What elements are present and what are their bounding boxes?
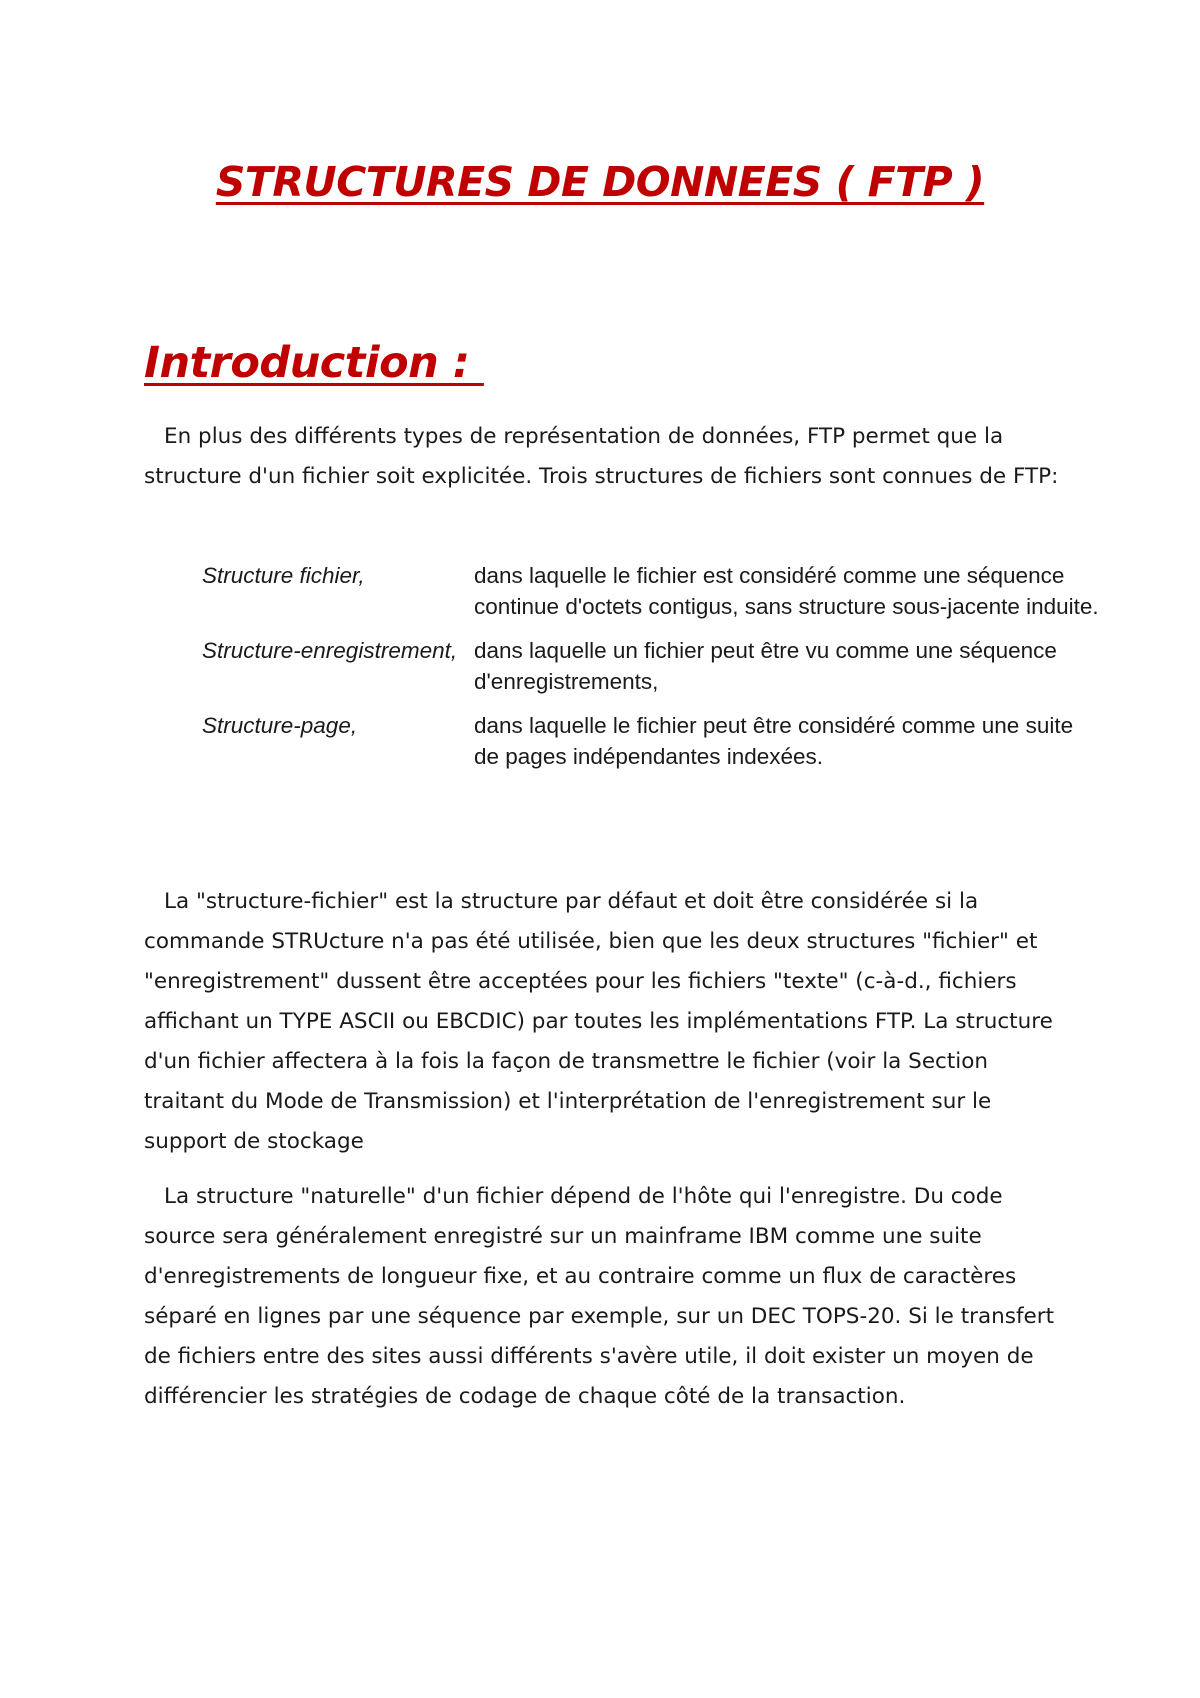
definition-description: dans laquelle un fichier peut être vu comme une séquence d'enregistrements, — [474, 638, 1057, 694]
document-title: STRUCTURES DE DONNEES ( FTP ) — [215, 158, 985, 206]
definition-description: dans laquelle le fichier peut être considéré comme une suite de pages indépendantes indexées. — [474, 713, 1074, 769]
definition-row — [202, 635, 1102, 697]
section-heading-introduction: Introduction : — [144, 338, 484, 388]
definition-description: dans laquelle le fichier est considéré comme une séquence continue d'octets contigus, sans structure sous-jacente induite. — [474, 563, 1099, 619]
intro-paragraph: En plus des différents types de représentation de données, FTP permet que la structure d'un fichier soit explicitée. Trois structures de fichiers sont connues de FTP: — [144, 424, 1059, 489]
body-paragraph-structure-fichier: La "structure-fichier" est la structure par défaut et doit être considérée si la commande STRUcture n'a pas été utilisée, bien que les deux structures "fichier" et "enregistrement" dussent être acceptées pour les fichiers "texte" (c-à-d., fichiers affichant un TYPE ASCII ou EBCDIC) par toutes les implémentations FTP. La structure d'un fichier affectera à la fois la façon de transmettre le fichier (voir la Section traitant du Mode de Transmission) et l'interprétation de l'enregistrement sur le support de stockage — [144, 889, 1053, 1154]
definition-term: Structure-enregistrement, — [202, 638, 458, 663]
definition-row — [202, 710, 1102, 772]
structure-definitions-table — [202, 560, 1102, 785]
body-paragraph-structure-naturelle: La structure "naturelle" d'un fichier dépend de l'hôte qui l'enregistre. Du code source sera généralement enregistré sur un mainframe IBM comme une suite d'enregistrements de longueur fixe, et au contraire comme un flux de caractères séparé en lignes par une séquence par exemple, sur un DEC TOPS-20. Si le transfert de fichiers entre des sites aussi différents s'avère utile, il doit exister un moyen de différencier les stratégies de codage de chaque côté de la transaction. — [144, 1184, 1055, 1409]
definition-row — [202, 560, 1102, 622]
definition-term: Structure fichier, — [202, 563, 365, 588]
definition-term: Structure-page, — [202, 713, 358, 738]
